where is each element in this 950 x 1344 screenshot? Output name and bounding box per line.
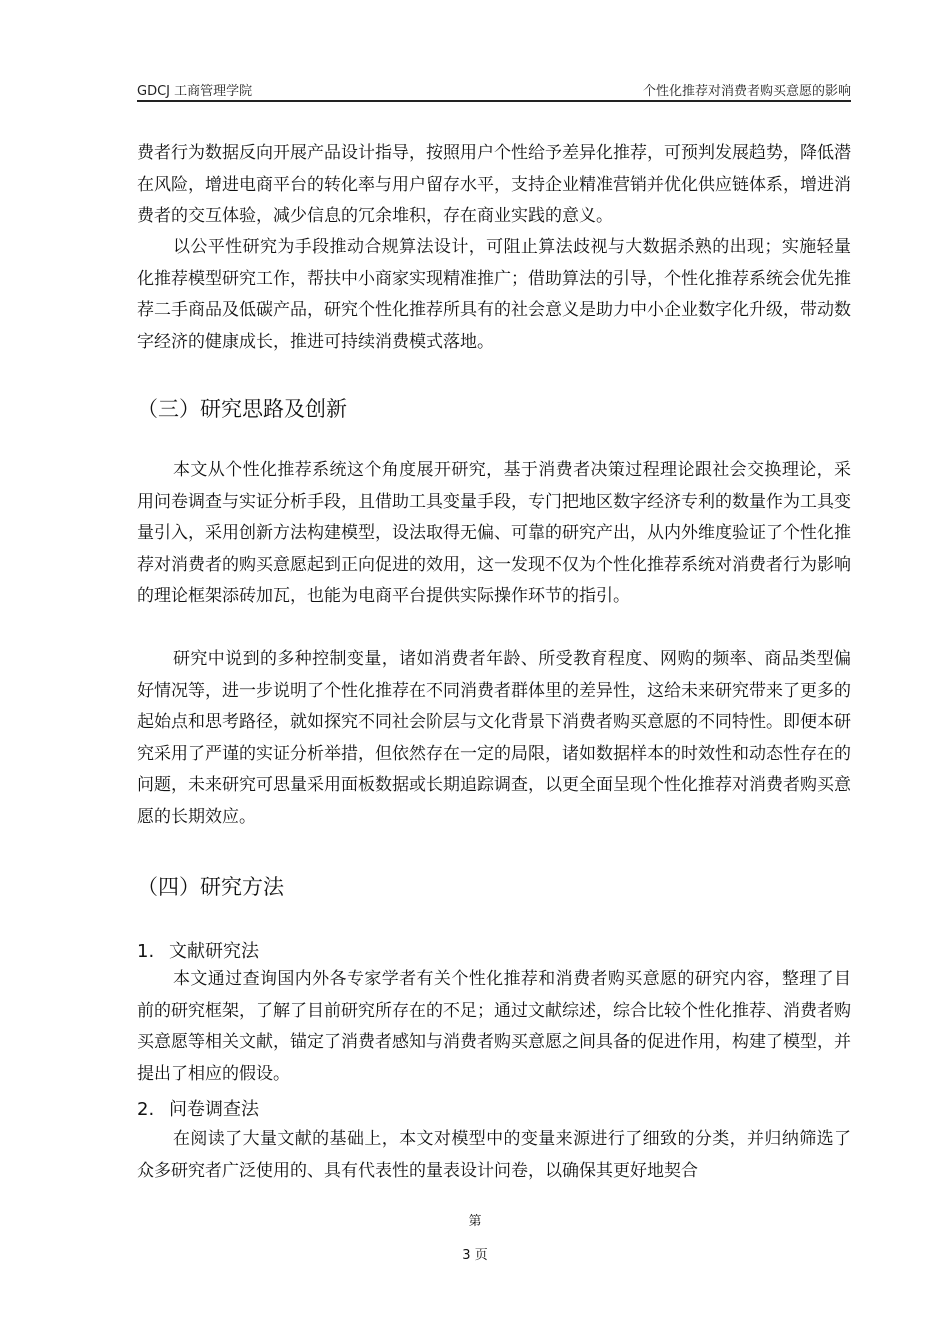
- page-footer-label: 第: [468, 1214, 482, 1229]
- subheading-label: 问卷调查法: [169, 1099, 259, 1120]
- page-header: [137, 76, 851, 102]
- subheading-questionnaire-method: [137, 1095, 851, 1121]
- paragraph-4: 研究中说到的多种控制变量，诸如消费者年龄、所受教育程度、网购的频率、商品类型偏好情况等，进一步说明了个性化推荐在不同消费者群体里的差异性，这给未来研究带来了更多的起始点和思考路径，就如探究不同社会阶层与文化背景下消费者购买意愿的不同特性。即便本研究采用了严谨的实证分析举措，但依然存在一定的局限，诸如数据样本的时效性和动态性存在的问题，未来研究可思量采用面板数据或长期追踪调查，以更全面呈现个性化推荐对消费者购买意愿的长期效应。: [137, 649, 851, 827]
- header-institution: GDCJ 工商管理学院: [137, 84, 253, 99]
- paragraph-5: 本文通过查询国内外各专家学者有关个性化推荐和消费者购买意愿的研究内容，整理了目前的研究框架，了解了目前研究所存在的不足；通过文献综述，综合比较个性化推荐、消费者购买意愿等相关文献，锚定了消费者感知与消费者购买意愿之间具备的促进作用，构建了模型，并提出了相应的假设。: [137, 969, 851, 1084]
- subheading-label: 文献研究法: [169, 941, 259, 962]
- subheading-literature-method: [137, 937, 851, 963]
- section-heading-4: （四）研究方法: [137, 875, 284, 899]
- paragraph-2: 以公平性研究为手段推动合规算法设计，可阻止算法歧视与大数据杀熟的出现；实施轻量化推荐模型研究工作，帮扶中小商家实现精准推广；借助算法的引导，个性化推荐系统会优先推荐二手商品及低碳产品，研究个性化推荐所具有的社会意义是助力中小企业数字化升级，带动数字经济的健康成长，推进可持续消费模式落地。: [137, 237, 851, 352]
- section-heading-3: （三）研究思路及创新: [137, 397, 347, 421]
- paragraph-1: 费者行为数据反向开展产品设计指导，按照用户个性给予差异化推荐，可预判发展趋势，降低潜在风险，增进电商平台的转化率与用户留存水平，支持企业精准营销并优化供应链体系，增进消费者的交互体验，减少信息的冗余堆积，存在商业实践的意义。: [137, 143, 851, 226]
- subheading-number: 2.: [137, 1099, 155, 1120]
- page-number: 3 页: [462, 1248, 488, 1263]
- paragraph-3: 本文从个性化推荐系统这个角度展开研究，基于消费者决策过程理论跟社会交换理论，采用问卷调查与实证分析手段，且借助工具变量手段，专门把地区数字经济专利的数量作为工具变量引入，采用创新方法构建模型，设法取得无偏、可靠的研究产出，从内外维度验证了个性化推荐对消费者的购买意愿起到正向促进的效用，这一发现不仅为个性化推荐系统对消费者行为影响的理论框架添砖加瓦，也能为电商平台提供实际操作环节的指引。: [137, 460, 851, 606]
- header-title: 个性化推荐对消费者购买意愿的影响: [642, 84, 851, 99]
- subheading-number: 1.: [137, 941, 155, 962]
- paragraph-6: 在阅读了大量文献的基础上，本文对模型中的变量来源进行了细致的分类，并归纳筛选了众多研究者广泛使用的、具有代表性的量表设计问卷，以确保其更好地契合: [137, 1129, 851, 1181]
